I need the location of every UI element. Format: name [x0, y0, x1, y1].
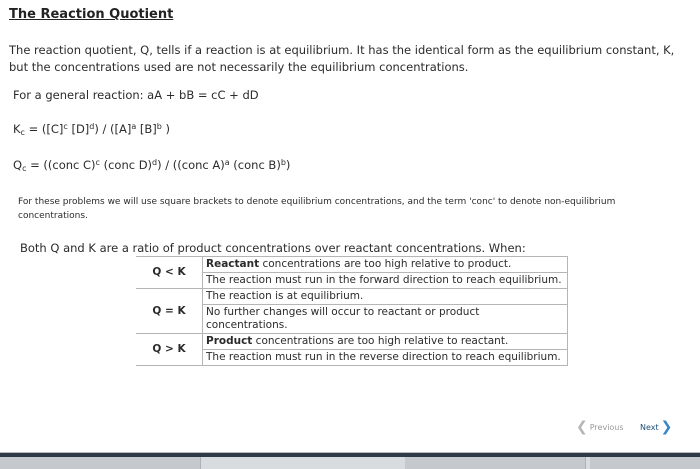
kc-exp-a: a — [131, 122, 137, 131]
next-button[interactable] — [640, 419, 673, 435]
qc-exp-b: b — [280, 158, 286, 167]
qc-exp-c: c — [95, 158, 100, 167]
next-label: Next — [640, 422, 659, 432]
qc-lhs-sub: c — [22, 164, 27, 173]
table-row — [136, 334, 568, 350]
qc-part-1: = ((conc C) — [26, 158, 96, 172]
qc-part-5: ) — [285, 158, 291, 172]
footer-bar — [0, 452, 700, 469]
emphasis-term: Reactant — [206, 258, 260, 270]
kc-exp-c: c — [63, 122, 68, 131]
page-title: The Reaction Quotient — [9, 7, 174, 22]
qc-exp-d: d — [152, 158, 158, 167]
kc-exp-d: d — [89, 122, 95, 131]
kc-part-4: [B] — [136, 122, 157, 136]
description-line-1 — [203, 289, 568, 305]
qc-part-2: (conc D) — [99, 158, 153, 172]
kc-lhs-sub: c — [20, 128, 25, 137]
description-line-1 — [203, 334, 568, 350]
kc-exp-b: b — [156, 122, 162, 131]
condition-cell: Q < K — [136, 257, 203, 289]
qc-part-3: ) / ((conc A) — [157, 158, 225, 172]
condition-cell: Q > K — [136, 334, 203, 366]
q-vs-k-table — [136, 256, 568, 366]
previous-label: Previous — [589, 422, 624, 432]
qc-equation — [13, 157, 290, 174]
description-text: concentrations are too high relative to product. — [259, 258, 512, 270]
kc-part-3: ) / ([A] — [94, 122, 132, 136]
previous-button[interactable] — [576, 419, 624, 435]
qc-exp-a: a — [224, 158, 230, 167]
footer-segment — [590, 457, 700, 469]
description-line-2: The reaction must run in the reverse direction to reach equilibrium. — [203, 350, 568, 366]
kc-lhs: K — [13, 122, 21, 136]
emphasis-term: Product — [206, 335, 253, 347]
general-reaction: For a general reaction: aA + bB = cC + dD — [13, 88, 259, 102]
footer-segment — [405, 457, 586, 469]
notation-note: For these problems we will use square brackets to denote equilibrium concentrations, and the term 'conc' to denote non-equilibrium concentrations. — [18, 197, 616, 221]
comparison-intro: Both Q and K are a ratio of product concentrations over reactant concentrations. When: — [20, 241, 526, 255]
description-line-2: No further changes will occur to reactant or product concentrations. — [203, 305, 568, 334]
chevron-left-icon: ❮ — [576, 419, 588, 435]
description-text: concentrations are too high relative to reactant. — [252, 335, 509, 347]
table-row — [136, 257, 568, 273]
kc-equation — [13, 121, 170, 138]
kc-part-2: [D] — [67, 122, 90, 136]
description-line-2: The reaction must run in the forward direction to reach equilibrium. — [203, 273, 568, 289]
kc-part-1: = ([C] — [24, 122, 64, 136]
condition-cell: Q = K — [136, 289, 203, 334]
kc-part-5: ) — [161, 122, 171, 136]
chevron-right-icon: ❯ — [660, 419, 673, 435]
qc-part-4: (conc B) — [229, 158, 281, 172]
description-line-1 — [203, 257, 568, 273]
qc-lhs: Q — [13, 158, 23, 172]
table-row — [136, 289, 568, 305]
intro-paragraph: The reaction quotient, Q, tells if a reaction is at equilibrium. It has the identical form as the equilibrium constant, K, but the concentrations used are not necessarily the equilibrium concentrations. — [9, 43, 675, 74]
footer-segment — [0, 457, 201, 469]
description-text: The reaction is at equilibrium. — [206, 290, 364, 302]
